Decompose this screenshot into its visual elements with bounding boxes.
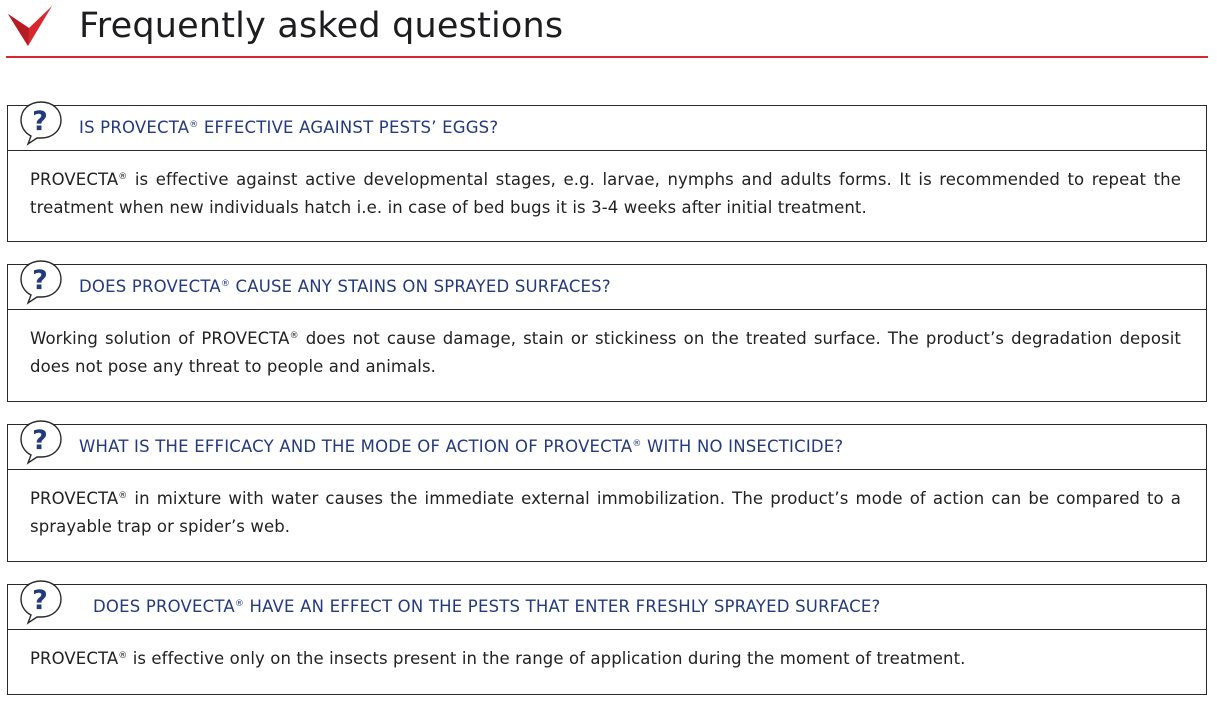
question-bubble-icon bbox=[17, 258, 65, 308]
faq-question-row[interactable] bbox=[8, 106, 1206, 151]
faq-question-row[interactable] bbox=[8, 585, 1206, 630]
page-header bbox=[0, 0, 1217, 58]
faq-question: IS PROVECTA® EFFECTIVE AGAINST PESTS’ EGGS? bbox=[79, 118, 499, 137]
faq-answer: Working solution of PROVECTA® does not cause damage, stain or stickiness on the treated surface. The product’s degradation deposit does not pose any threat to people and animals. bbox=[30, 329, 1181, 376]
question-bubble-icon bbox=[17, 99, 65, 149]
faq-question-row[interactable] bbox=[8, 265, 1206, 310]
faq-question: DOES PROVECTA® HAVE AN EFFECT ON THE PESTS THAT ENTER FRESHLY SPRAYED SURFACE? bbox=[93, 597, 881, 616]
checkmark-logo-icon bbox=[6, 4, 54, 48]
svg-text:?: ? bbox=[32, 265, 48, 296]
title-divider bbox=[6, 56, 1208, 58]
svg-text:?: ? bbox=[32, 585, 48, 616]
faq-item-1 bbox=[7, 105, 1207, 242]
page-title: Frequently asked questions bbox=[79, 6, 564, 46]
faq-answer: PROVECTA® is effective only on the insects present in the range of application during the moment of treatment. bbox=[30, 649, 966, 668]
faq-answer: PROVECTA® is effective against active developmental stages, e.g. larvae, nymphs and adults forms. It is recommended to repeat the treatment when new individuals hatch i.e. in case of bed bugs it is 3-4 weeks after initial treatment. bbox=[30, 170, 1181, 217]
faq-question-row[interactable] bbox=[8, 425, 1206, 470]
faq-question: DOES PROVECTA® CAUSE ANY STAINS ON SPRAYED SURFACES? bbox=[79, 277, 611, 296]
faq-item-2 bbox=[7, 264, 1207, 402]
faq-answer: PROVECTA® in mixture with water causes the immediate external immobilization. The product’s mode of action can be compared to a sprayable trap or spider’s web. bbox=[30, 489, 1181, 536]
faq-item-4 bbox=[7, 584, 1207, 695]
question-bubble-icon bbox=[17, 418, 65, 468]
question-bubble-icon bbox=[17, 578, 65, 628]
svg-text:?: ? bbox=[32, 106, 48, 137]
faq-question: WHAT IS THE EFFICACY AND THE MODE OF ACTION OF PROVECTA® WITH NO INSECTICIDE? bbox=[79, 437, 844, 456]
svg-text:?: ? bbox=[32, 425, 48, 456]
faq-item-3 bbox=[7, 424, 1207, 562]
